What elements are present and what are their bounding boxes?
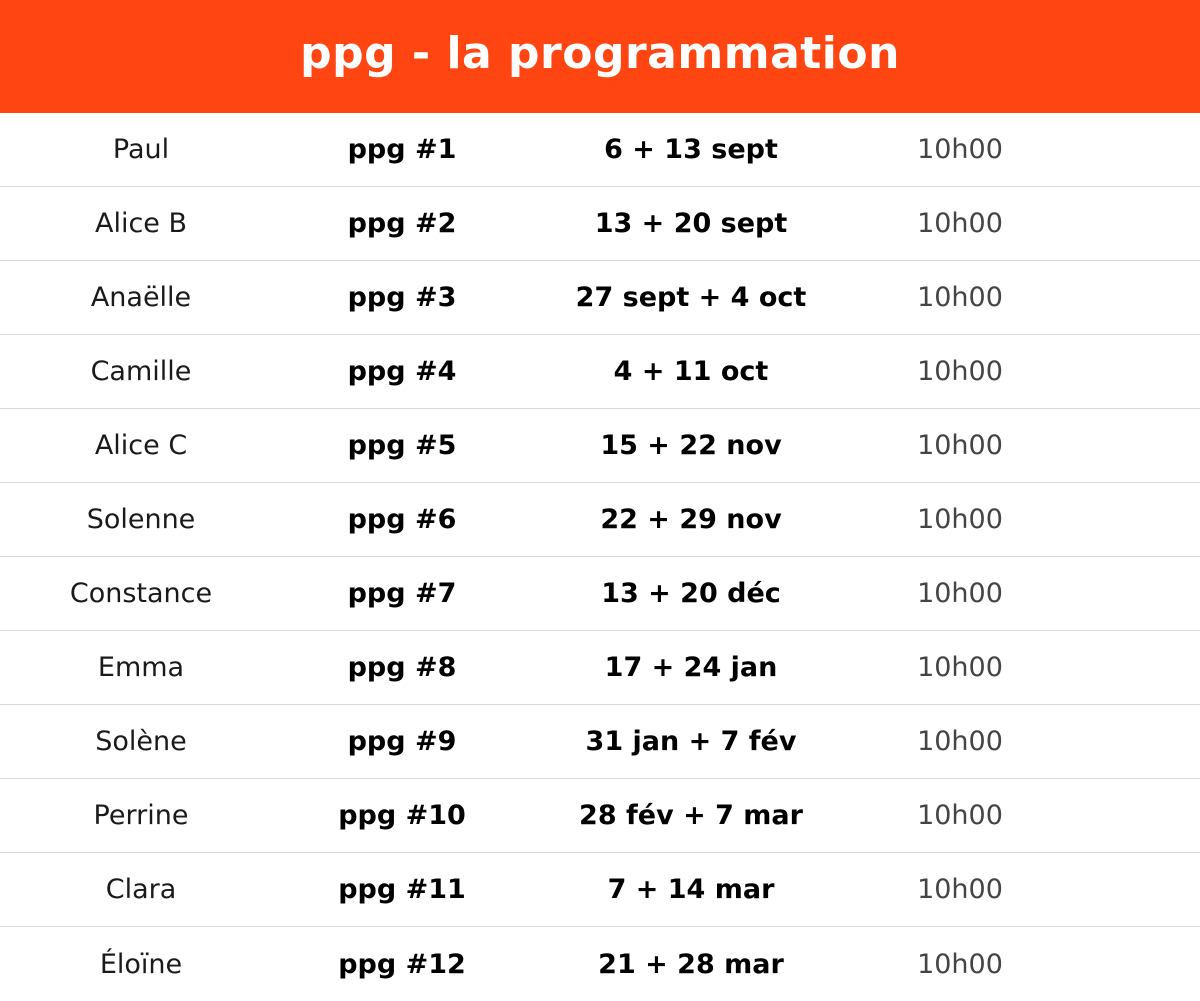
- table-row: [0, 853, 1200, 927]
- session-time: 10h00: [917, 800, 1003, 831]
- table-row: [0, 779, 1200, 853]
- presenter-name: Perrine: [93, 800, 189, 831]
- session-label: ppg #5: [347, 430, 457, 461]
- session-label: ppg #1: [347, 134, 457, 165]
- session-time: 10h00: [917, 430, 1003, 461]
- session-label: ppg #6: [347, 504, 457, 535]
- session-time: 10h00: [917, 578, 1003, 609]
- session-label: ppg #9: [347, 726, 457, 757]
- table-row: [0, 631, 1200, 705]
- session-time: 10h00: [917, 356, 1003, 387]
- presenter-name: Constance: [69, 578, 213, 609]
- presenter-name: Alice C: [94, 430, 188, 461]
- presenter-name: Paul: [112, 134, 170, 165]
- table-row: [0, 409, 1200, 483]
- presenter-name: Emma: [97, 652, 185, 683]
- session-label: ppg #7: [347, 578, 457, 609]
- session-label: ppg #4: [347, 356, 457, 387]
- table-row: [0, 557, 1200, 631]
- session-label: ppg #3: [347, 282, 457, 313]
- table-row: [0, 261, 1200, 335]
- table-row: [0, 113, 1200, 187]
- table-row: [0, 483, 1200, 557]
- presenter-name: Clara: [105, 874, 177, 905]
- session-label: ppg #12: [338, 948, 466, 980]
- session-dates: 31 jan + 7 fév: [585, 726, 797, 757]
- page-title: ppg - la programmation: [300, 28, 900, 79]
- session-time: 10h00: [917, 504, 1003, 535]
- session-time: 10h00: [917, 726, 1003, 757]
- session-time: 10h00: [917, 134, 1003, 165]
- schedule-table: [0, 113, 1200, 1001]
- session-dates: 28 fév + 7 mar: [579, 800, 803, 831]
- session-dates: 13 + 20 déc: [601, 578, 781, 609]
- session-dates: 17 + 24 jan: [604, 652, 778, 683]
- session-dates: 27 sept + 4 oct: [575, 282, 807, 313]
- session-time: 10h00: [917, 652, 1003, 683]
- table-row: [0, 187, 1200, 261]
- session-label: ppg #11: [338, 874, 466, 905]
- session-dates: 6 + 13 sept: [604, 134, 778, 165]
- session-dates: 4 + 11 oct: [613, 356, 769, 387]
- presenter-name: Alice B: [94, 208, 188, 239]
- session-dates: 22 + 29 nov: [600, 504, 782, 535]
- session-time: 10h00: [917, 874, 1003, 905]
- session-dates: 15 + 22 nov: [600, 430, 782, 461]
- presenter-name: Camille: [90, 356, 192, 387]
- presenter-name: Solenne: [86, 504, 196, 535]
- session-time: 10h00: [917, 208, 1003, 239]
- table-row: [0, 927, 1200, 1001]
- presenter-name: Anaëlle: [90, 282, 192, 313]
- session-dates: 7 + 14 mar: [607, 874, 775, 905]
- table-row: [0, 335, 1200, 409]
- presenter-name: Solène: [95, 726, 187, 757]
- session-dates: 21 + 28 mar: [598, 948, 784, 980]
- session-label: ppg #8: [347, 652, 457, 683]
- table-row: [0, 705, 1200, 779]
- session-time: 10h00: [917, 948, 1003, 980]
- session-dates: 13 + 20 sept: [594, 208, 788, 239]
- session-label: ppg #10: [338, 800, 466, 831]
- header-banner: [0, 0, 1200, 113]
- session-time: 10h00: [917, 282, 1003, 313]
- presenter-name: Éloïne: [99, 948, 183, 980]
- session-label: ppg #2: [347, 208, 457, 239]
